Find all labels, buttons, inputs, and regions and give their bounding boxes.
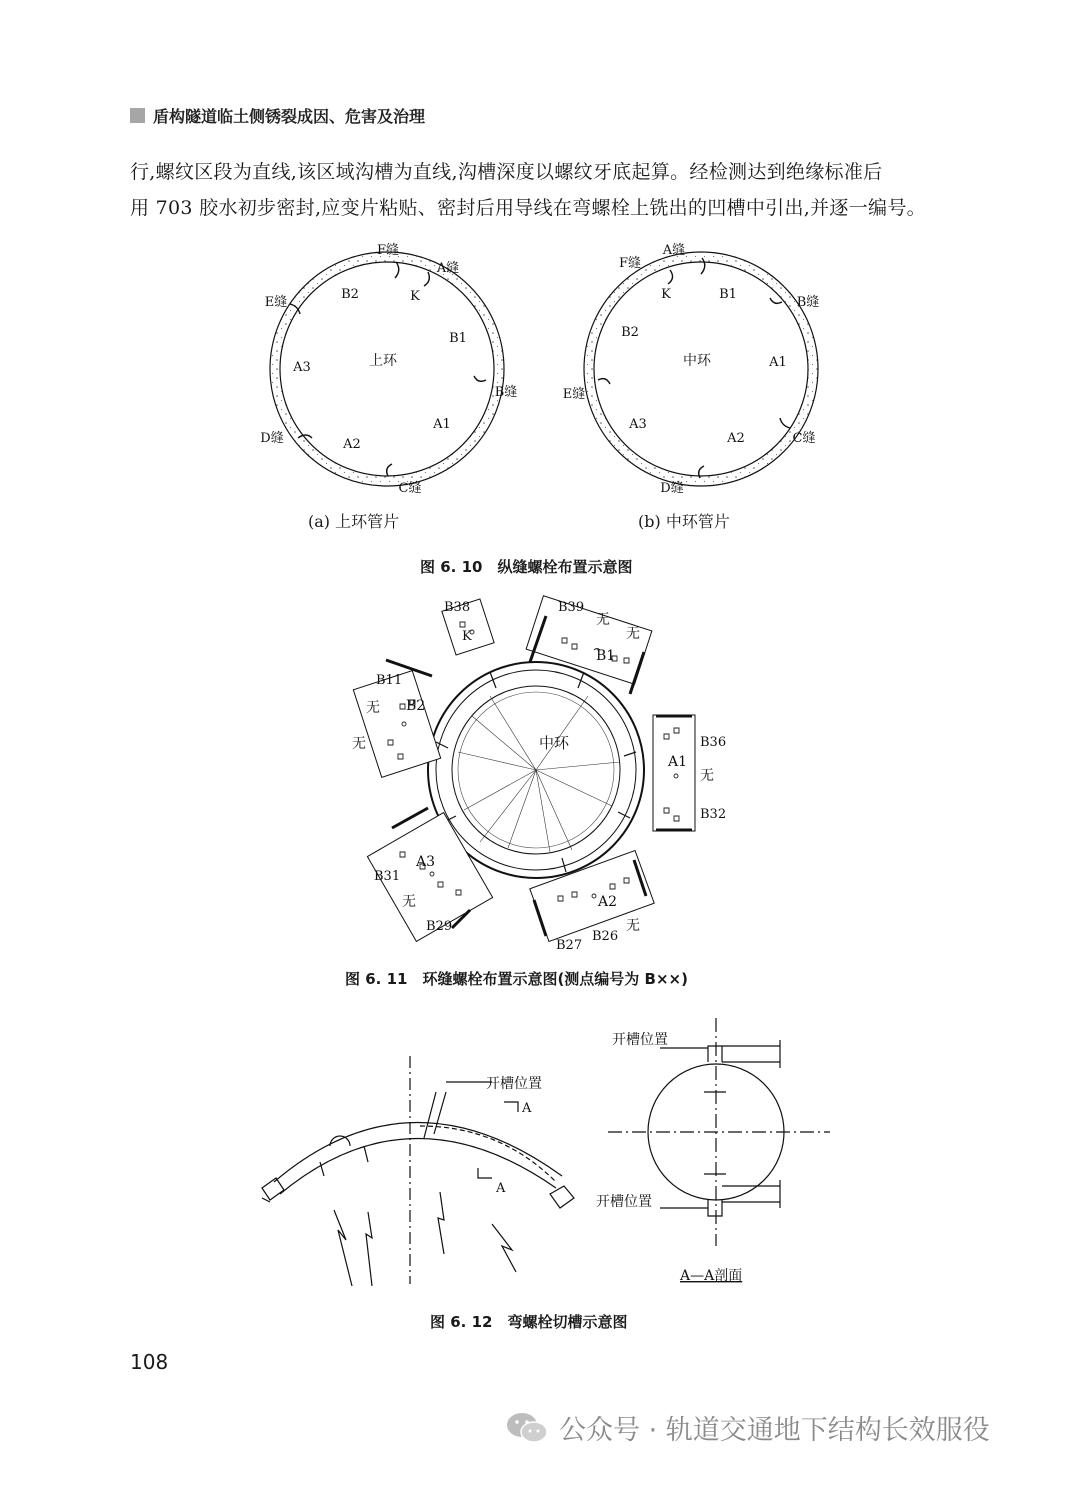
- segment-label: K: [661, 287, 671, 302]
- slot-label: 开槽位置: [486, 1076, 542, 1092]
- figure-caption: 图 6. 11 环缝螺栓布置示意图(测点编号为 B××): [345, 970, 688, 988]
- subcaption-a: (a) 上环管片: [308, 512, 400, 531]
- bolt-label: B27: [556, 938, 583, 953]
- page-number: 108: [130, 1350, 169, 1374]
- bolt-label: B36: [700, 735, 727, 750]
- segment-label: A3: [293, 360, 311, 375]
- joint-label: D缝: [260, 431, 284, 446]
- segment-label: K: [462, 629, 472, 644]
- figure-6-11: [340, 592, 740, 960]
- paragraph-line: 行,螺纹区段为直线,该区域沟槽为直线,沟槽深度以螺纹牙底起算。经检测达到绝缘标准后: [130, 161, 883, 183]
- bolt-label: B29: [426, 919, 453, 934]
- joint-label: B缝: [494, 385, 518, 400]
- segment-label: B2: [621, 325, 639, 340]
- figure-caption: 图 6. 10 纵缝螺栓布置示意图: [420, 558, 633, 576]
- section-mark: A: [522, 1101, 532, 1116]
- none-label: 无: [366, 700, 380, 716]
- ring-diagram-a: [260, 242, 517, 496]
- segment-label: B1: [449, 331, 467, 346]
- segment-label: K: [410, 289, 420, 304]
- slot-label: 开槽位置: [612, 1032, 668, 1048]
- bolt-label: B31: [374, 869, 401, 884]
- figure-caption: 图 6. 12 弯螺栓切槽示意图: [430, 1313, 628, 1331]
- segment-label: A2: [343, 437, 361, 452]
- joint-label: A缝: [662, 243, 686, 258]
- header-square-icon: [130, 108, 145, 123]
- segment-label: B1: [596, 648, 616, 664]
- figure-6-10: [230, 232, 850, 542]
- ring-center-label: 上环: [369, 353, 397, 369]
- section-drawing: [608, 1018, 830, 1246]
- segment-label: A3: [416, 854, 436, 870]
- joint-label: F缝: [618, 256, 642, 271]
- figure-6-12: [240, 1016, 840, 1296]
- watermark: [505, 1408, 990, 1447]
- joint-label: B缝: [796, 295, 820, 310]
- section-mark: A: [496, 1181, 506, 1196]
- body-paragraph: [130, 154, 960, 226]
- none-label: 无: [700, 768, 714, 784]
- segment-label: A1: [769, 355, 787, 370]
- none-label: 无: [626, 626, 640, 642]
- none-label: 无: [352, 736, 366, 752]
- segment-label: B2: [341, 287, 359, 302]
- none-label: 无: [402, 894, 416, 910]
- bolt-label: B38: [444, 600, 471, 615]
- paragraph-line: 用 703 胶水初步密封,应变片粘贴、密封后用导线在弯螺栓上铣出的凹槽中引出,并逐一编号。: [130, 197, 926, 219]
- wechat-icon: [505, 1410, 549, 1446]
- bolt-label: B11: [376, 673, 403, 688]
- slot-label: 开槽位置: [596, 1194, 652, 1210]
- section-title: A—A剖面: [680, 1268, 743, 1284]
- joint-label: C缝: [398, 481, 422, 496]
- segment-label: A1: [668, 754, 688, 770]
- running-header: [130, 104, 425, 127]
- segment-label: A2: [598, 894, 618, 910]
- segment-label: A3: [629, 417, 647, 432]
- joint-label: A缝: [436, 261, 460, 276]
- joint-label: E缝: [264, 295, 288, 310]
- bolt-label: B32: [700, 807, 727, 822]
- bolt-label: B26: [592, 929, 619, 944]
- none-label: 无: [626, 918, 640, 934]
- subcaption-b: (b) 中环管片: [638, 512, 730, 531]
- none-label: 无: [596, 612, 610, 628]
- joint-label: E缝: [562, 387, 586, 402]
- joint-label: D缝: [660, 481, 684, 496]
- bolt-label: B39: [558, 600, 585, 615]
- watermark-text: 公众号 · 轨道交通地下结构长效服役: [559, 1415, 990, 1446]
- segment-label: A2: [727, 431, 745, 446]
- segment-label: B1: [719, 287, 737, 302]
- joint-label: F缝: [376, 243, 400, 258]
- segment-label: A1: [433, 417, 451, 432]
- ring-center-label: 中环: [683, 353, 711, 369]
- ring-center-label: 中环: [538, 734, 570, 752]
- header-title: 盾构隧道临土侧锈裂成因、危害及治理: [153, 107, 426, 126]
- joint-label: C缝: [792, 431, 816, 446]
- segment-label: B2: [406, 698, 426, 714]
- ring-diagram-b: [563, 242, 820, 496]
